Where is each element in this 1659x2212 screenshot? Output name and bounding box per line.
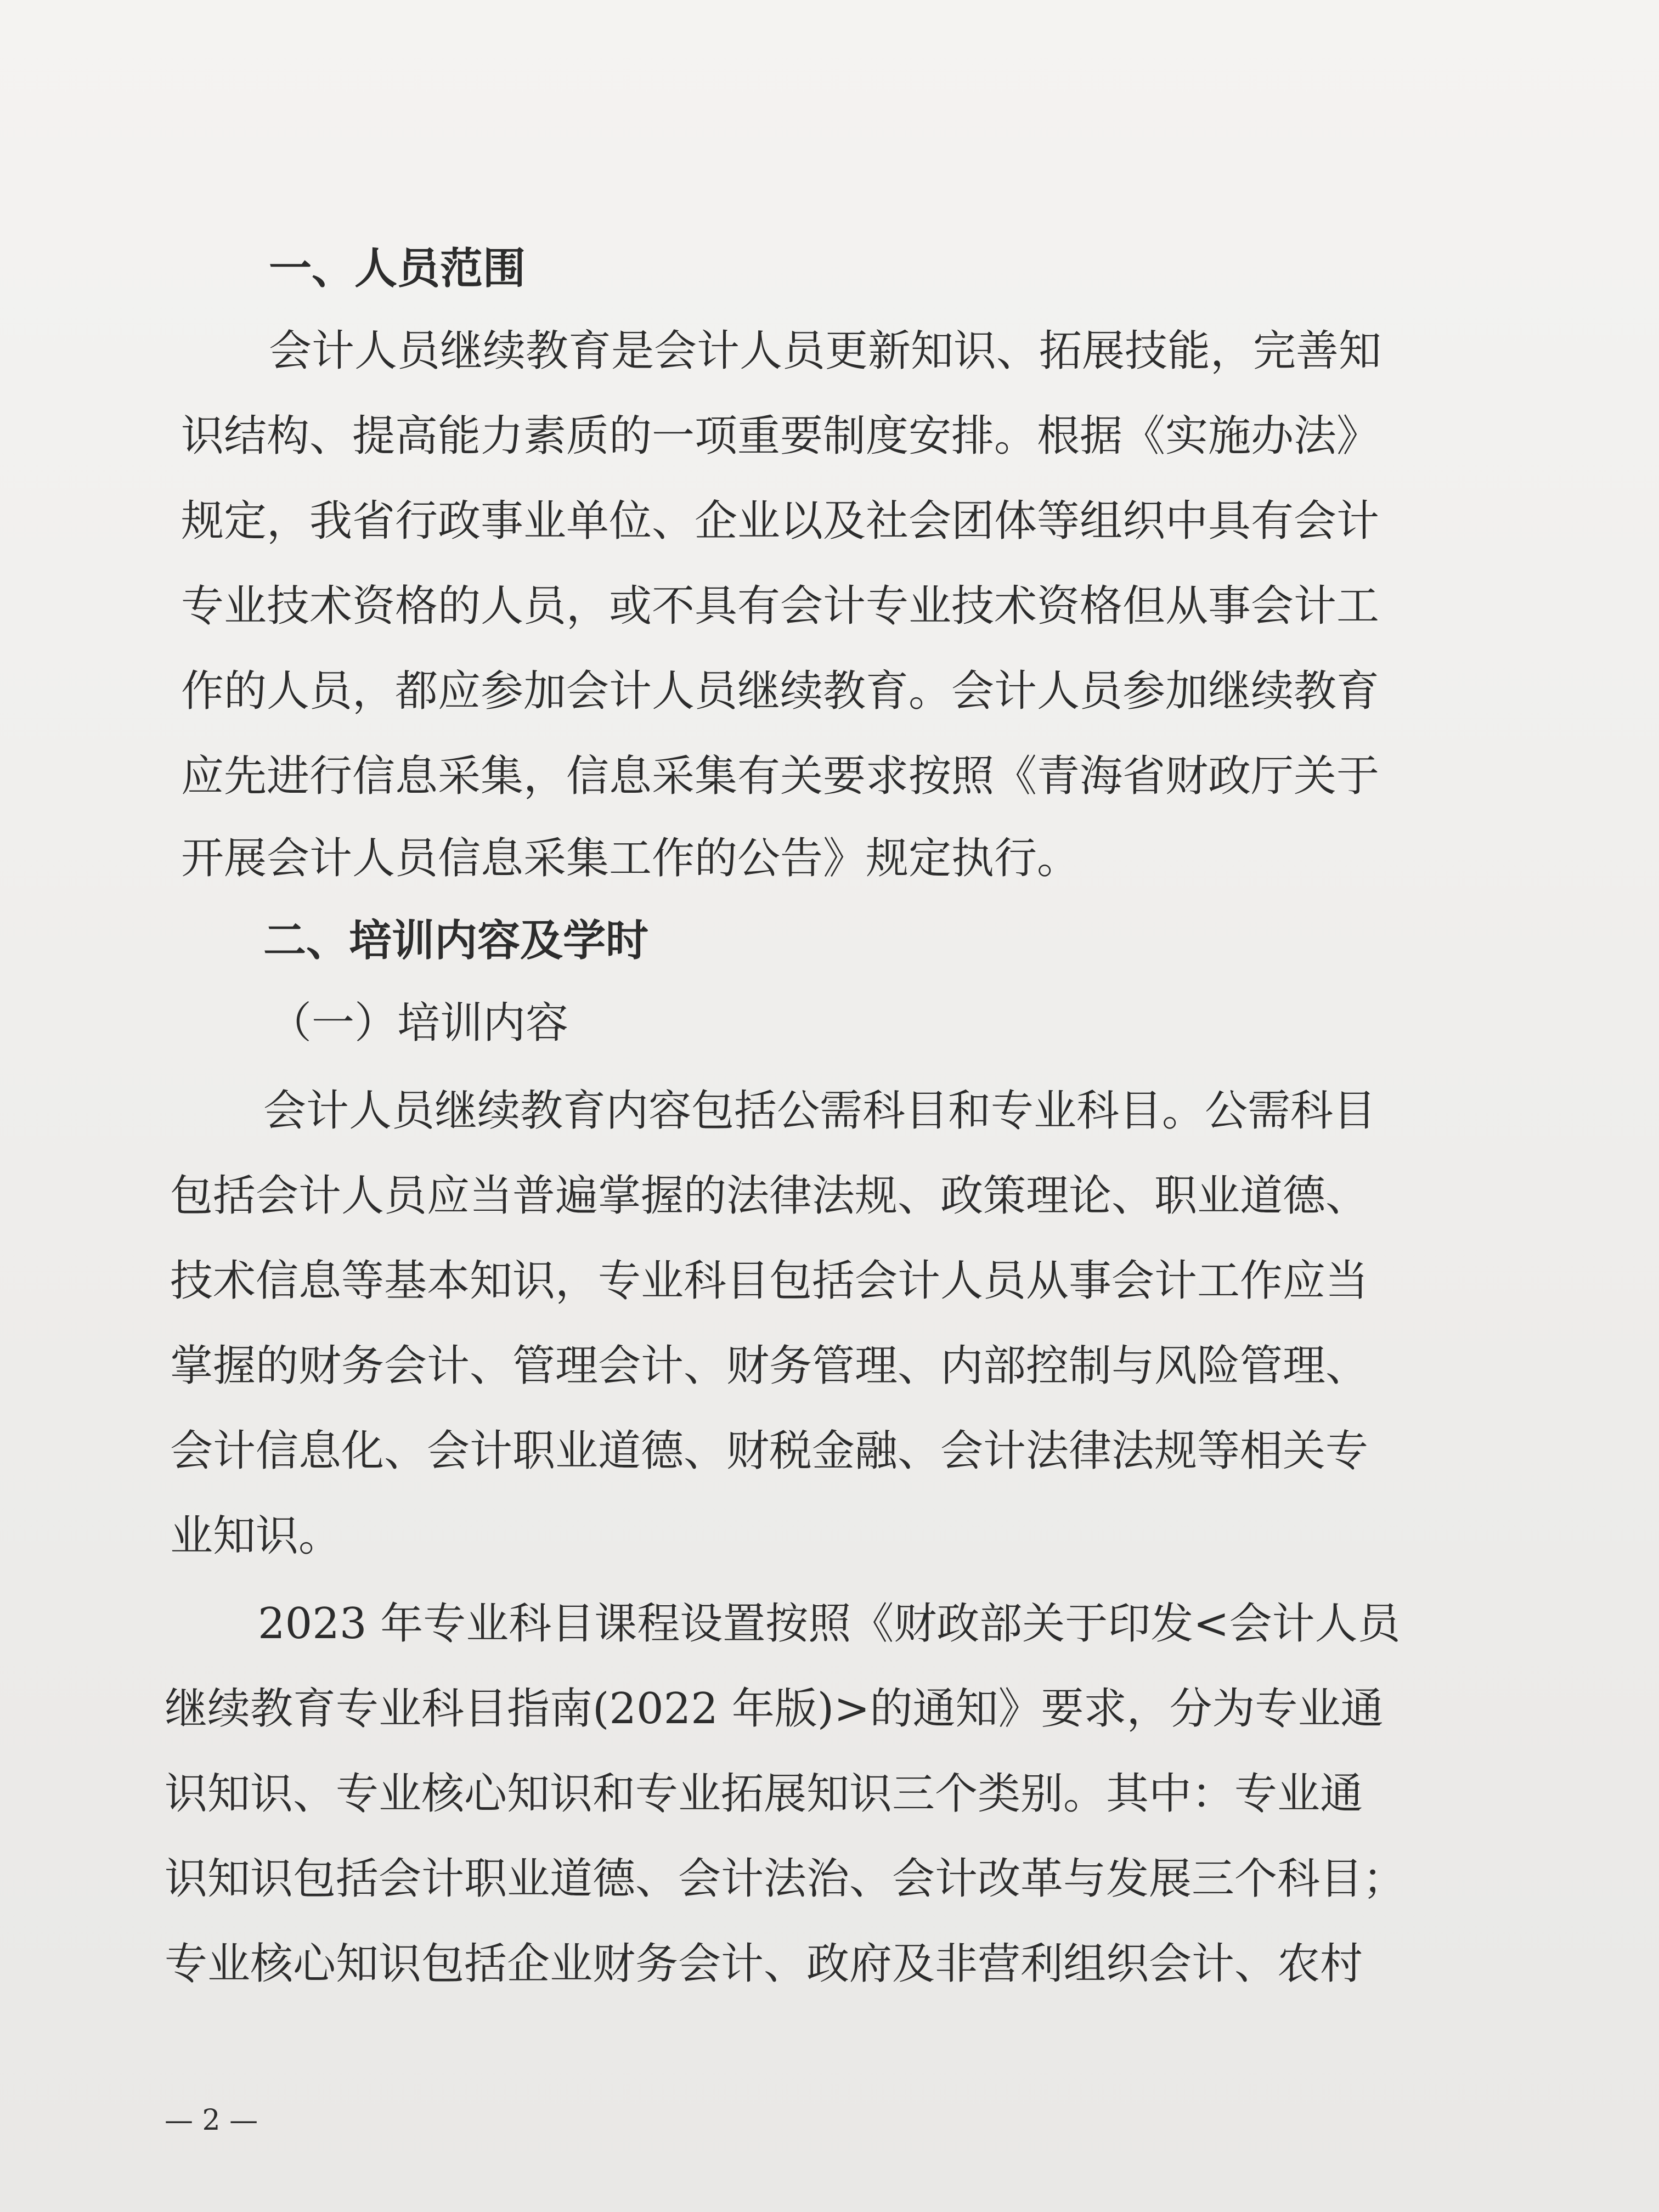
paragraph-line: 作的人员，都应参加会计人员继续教育。会计人员参加继续教育 — [181, 667, 1380, 716]
paragraph-line: 会计人员继续教育是会计人员更新知识、拓展技能，完善知 — [269, 326, 1382, 376]
subsection-heading-training-content: （一）培训内容 — [269, 998, 569, 1048]
section-heading-personnel-scope: 一、人员范围 — [269, 244, 526, 294]
paragraph-line: 规定，我省行政事业单位、企业以及社会团体等组织中具有会计 — [181, 496, 1380, 546]
paragraph-line: 包括会计人员应当普遍掌握的法律法规、政策理论、职业道德、 — [170, 1171, 1369, 1221]
paragraph-line: 应先进行信息采集，信息采集有关要求按照《青海省财政厅关于 — [181, 752, 1380, 801]
paragraph-line: 识知识包括会计职业道德、会计法治、会计改革与发展三个科目； — [165, 1854, 1406, 1904]
section-heading-training-content-hours: 二、培训内容及学时 — [263, 916, 649, 966]
paragraph-line: 业知识。 — [170, 1511, 342, 1561]
paragraph-line: 会计人员继续教育内容包括公需科目和专业科目。公需科目 — [263, 1086, 1376, 1136]
paragraph-line: 识结构、提高能力素质的一项重要制度安排。根据《实施办法》 — [181, 411, 1380, 461]
paragraph-line: 继续教育专业科目指南(2022 年版)>的通知》要求，分为专业通 — [165, 1684, 1384, 1734]
page-number: — 2 — — [165, 2104, 258, 2137]
paragraph-line: 掌握的财务会计、管理会计、财务管理、内部控制与风险管理、 — [170, 1341, 1369, 1391]
paragraph-line: 专业技术资格的人员，或不具有会计专业技术资格但从事会计工 — [181, 582, 1380, 631]
paragraph-line: 识知识、专业核心知识和专业拓展知识三个类别。其中：专业通 — [165, 1769, 1363, 1819]
paragraph-line: 专业核心知识包括企业财务会计、政府及非营利组织会计、农村 — [165, 1939, 1363, 1989]
paragraph-line: 开展会计人员信息采集工作的公告》规定执行。 — [181, 834, 1080, 883]
paragraph-line: 2023 年专业科目课程设置按照《财政部关于印发<会计人员 — [258, 1599, 1401, 1649]
paragraph-line: 技术信息等基本知识，专业科目包括会计人员从事会计工作应当 — [170, 1256, 1369, 1306]
paragraph-line: 会计信息化、会计职业道德、财税金融、会计法律法规等相关专 — [170, 1426, 1369, 1476]
